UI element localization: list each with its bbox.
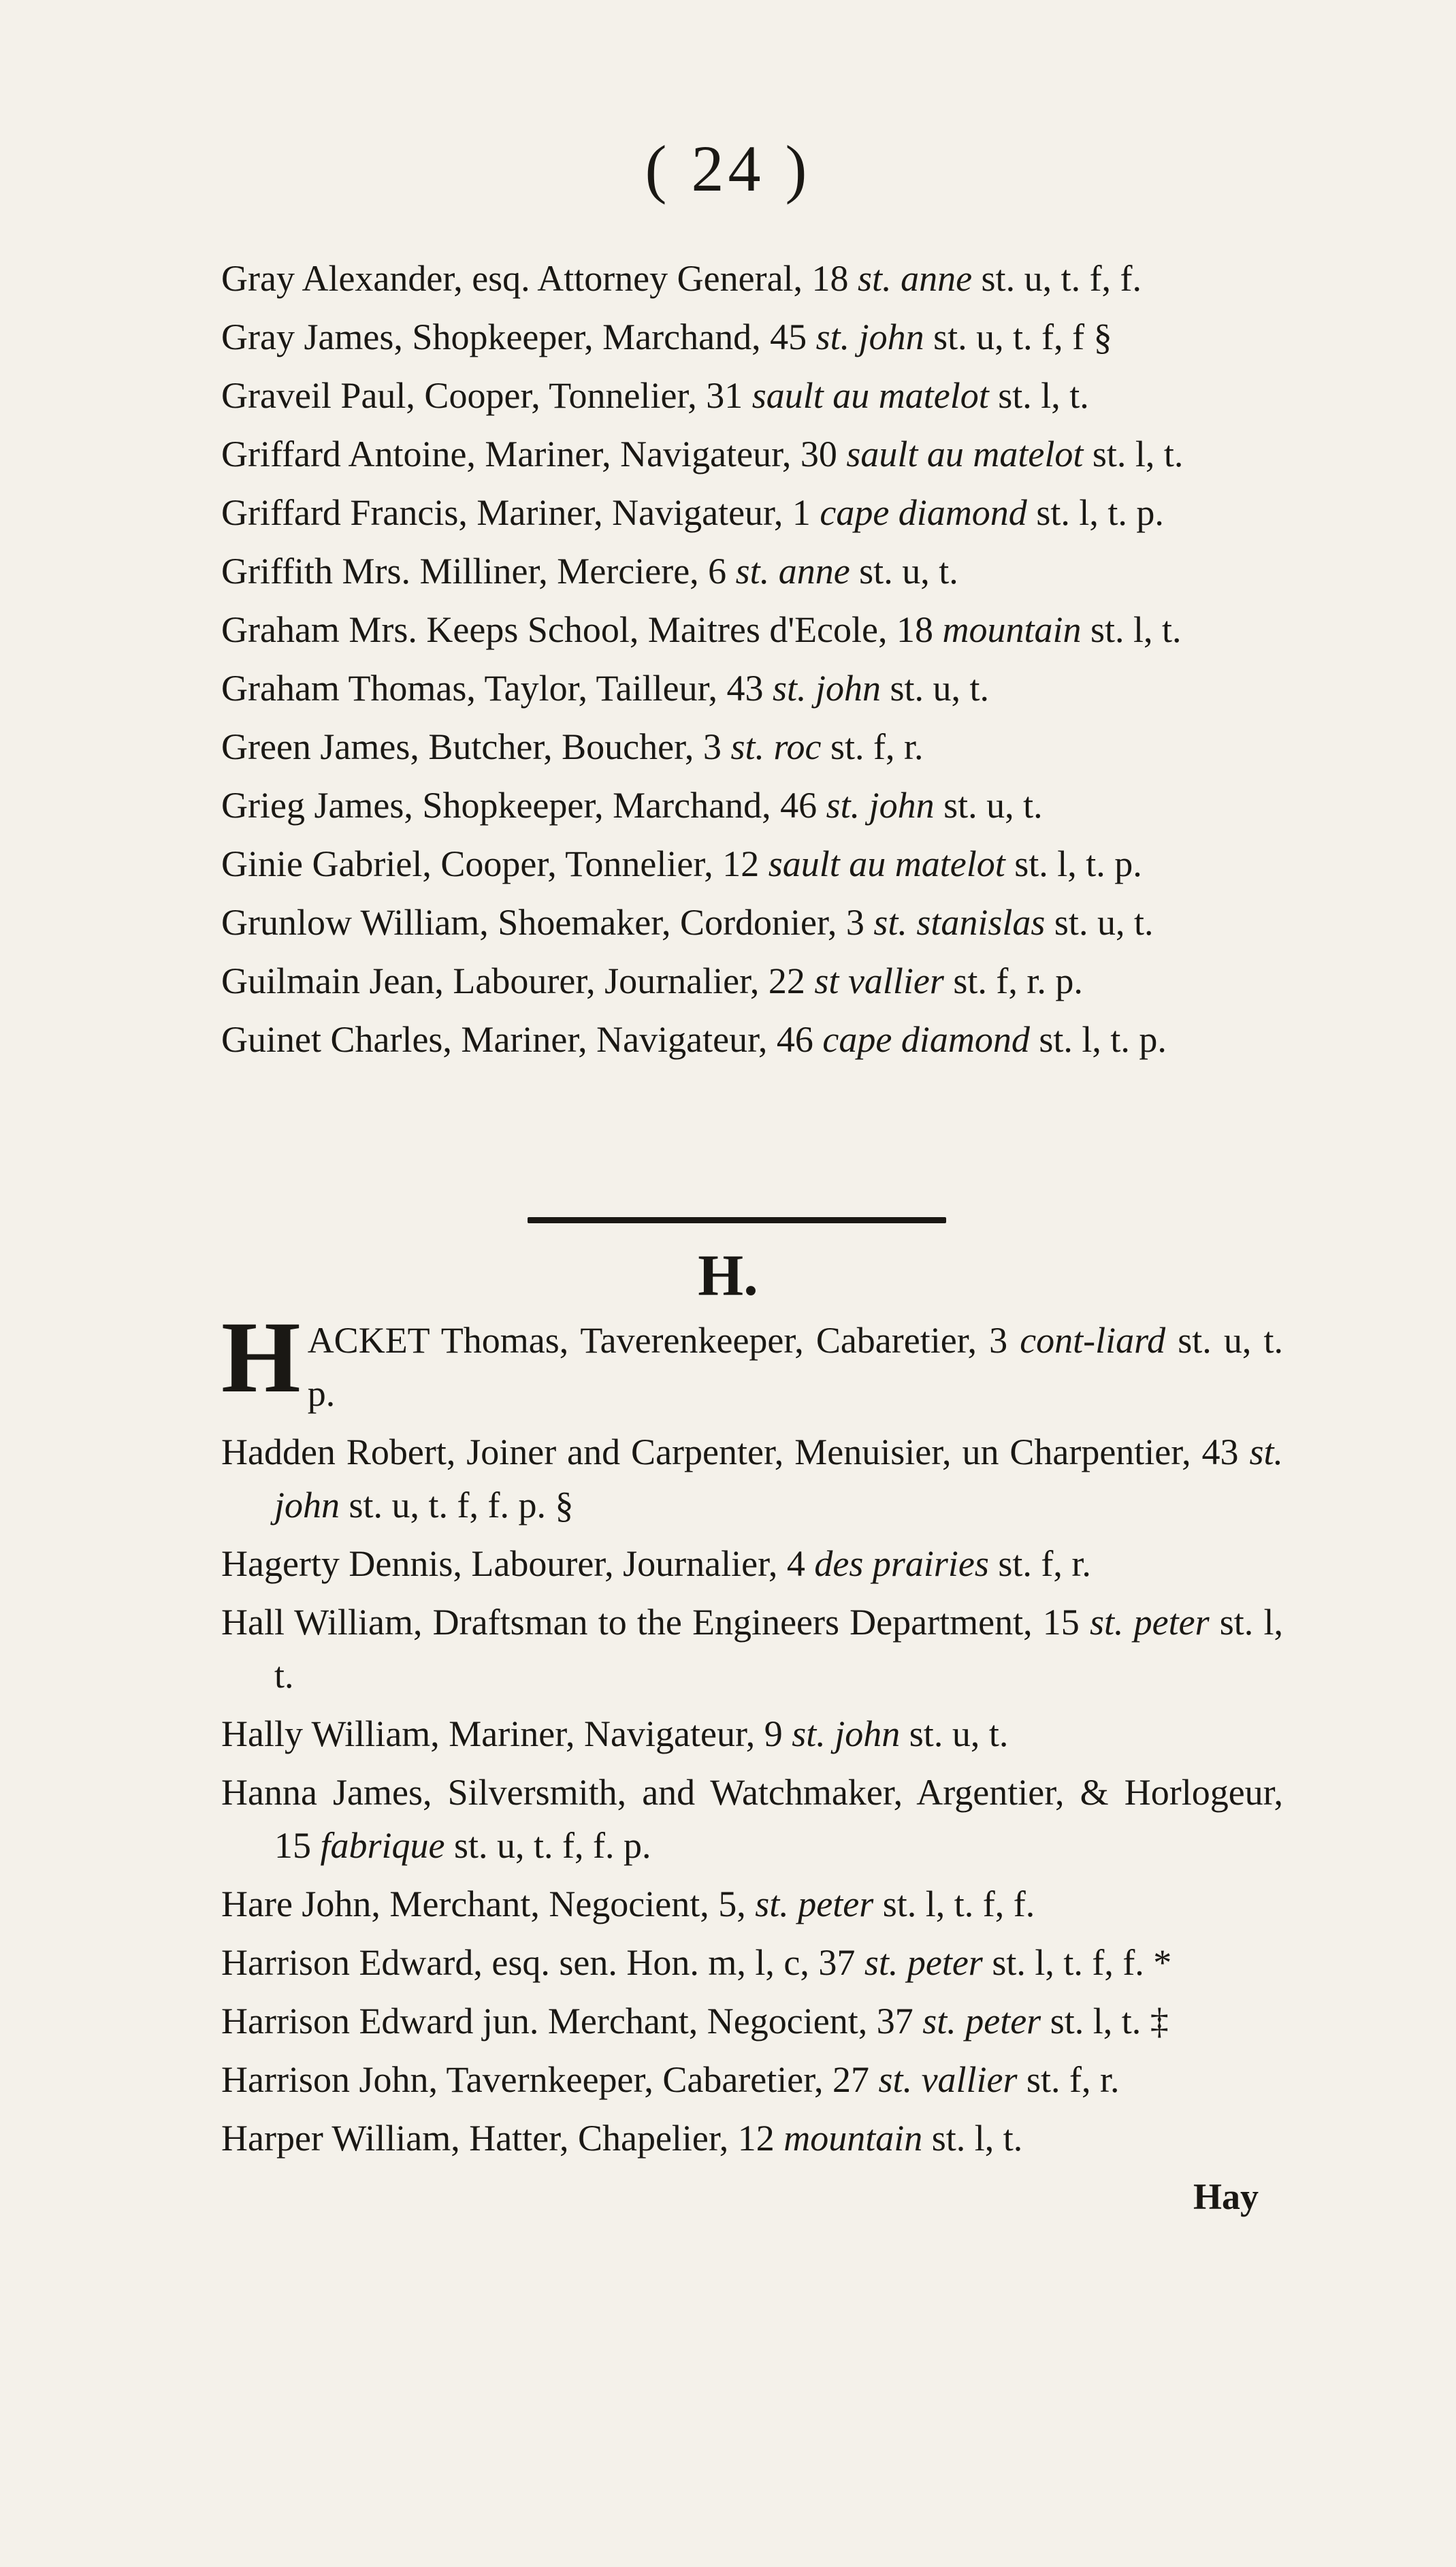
entry-codes: st. u, t. f, f § — [924, 317, 1112, 357]
directory-entry — [221, 720, 1283, 773]
entry-text: Grunlow William, Shoemaker, Cordonier, 3 — [221, 902, 874, 943]
entry-text: Guinet Charles, Mariner, Navigateur, 46 — [221, 1019, 823, 1060]
directory-entry — [221, 603, 1283, 656]
directory-entry — [221, 1707, 1283, 1760]
entry-address: st. peter — [922, 2001, 1041, 2041]
directory-entry — [221, 837, 1283, 890]
section-h-entries — [221, 1301, 1283, 2170]
entry-codes: st. f, r. — [821, 726, 924, 767]
entry-address: mountain — [942, 609, 1082, 650]
entry-codes: st. l, t. p. — [1026, 492, 1164, 533]
entry-text: Griffard Antoine, Mariner, Navigateur, 30 — [221, 434, 847, 474]
section-g-entries — [221, 252, 1283, 1071]
entry-address: st. john — [826, 785, 935, 826]
entry-codes: st. l, t. p. — [1005, 843, 1142, 884]
section-heading: H. — [698, 1242, 758, 1308]
entry-address: mountain — [783, 2118, 923, 2159]
entry-address: sault au matelot — [846, 434, 1084, 474]
entry-text: Hanna James, Silversmith, and Watchmaker, Argentier, & Horlogeur, 15 — [221, 1772, 1283, 1866]
entry-text: Harrison Edward jun. Merchant, Negocient, 37 — [221, 2001, 923, 2041]
directory-entry — [221, 1301, 1283, 1420]
entry-address: st. peter — [1089, 1602, 1210, 1643]
entry-address: cont-liard — [1020, 1320, 1166, 1361]
directory-entry — [221, 662, 1283, 715]
directory-entry — [221, 779, 1283, 832]
directory-entry — [221, 1537, 1283, 1590]
entry-address: st. john — [274, 1432, 1283, 1525]
entry-text: Ginie Gabriel, Cooper, Tonnelier, 12 — [221, 843, 769, 884]
entry-text: Hare John, Merchant, Negocient, 5, — [221, 1884, 756, 1924]
entry-codes: st. u, t. p. — [307, 1320, 1283, 1414]
entry-text: Griffith Mrs. Milliner, Merciere, 6 — [221, 551, 736, 592]
directory-entry — [221, 486, 1283, 539]
entry-codes: st. u, t. — [880, 668, 990, 709]
entry-text: Hall William, Draftsman to the Engineers Department, 15 — [221, 1602, 1090, 1643]
entry-address: fabrique — [320, 1825, 445, 1866]
entry-text: Graham Thomas, Taylor, Tailleur, 43 — [221, 668, 773, 709]
entry-text: Graham Mrs. Keeps School, Maitres d'Ecole, 18 — [221, 609, 943, 650]
entry-text: Harper William, Hatter, Chapelier, 12 — [221, 2118, 784, 2159]
directory-entry — [221, 954, 1283, 1007]
entry-address: st. vallier — [878, 2059, 1018, 2100]
entry-address: st. roc — [730, 726, 822, 767]
entry-address: st. anne — [735, 551, 850, 592]
directory-entry — [221, 896, 1283, 949]
entry-codes: st. u, t. f, f. — [972, 258, 1142, 299]
directory-entry — [221, 1013, 1283, 1066]
entry-text: Graveil Paul, Cooper, Tonnelier, 31 — [221, 375, 752, 416]
entry-address: st. peter — [755, 1884, 874, 1924]
directory-entry — [221, 1596, 1283, 1702]
entry-text: Grieg James, Shopkeeper, Marchand, 46 — [221, 785, 826, 826]
entry-address: cape diamond — [820, 492, 1027, 533]
entry-address: st. stanislas — [873, 902, 1046, 943]
page-number: ( 24 ) — [645, 132, 811, 205]
directory-entry — [221, 1766, 1283, 1872]
directory-entry — [221, 427, 1283, 481]
directory-entry — [221, 310, 1283, 364]
entry-address: st vallier — [814, 960, 944, 1001]
entry-address: st. john — [772, 668, 881, 709]
entry-text: Griffard Francis, Mariner, Navigateur, 1 — [221, 492, 820, 533]
entry-codes: st. l, t. — [1083, 434, 1184, 474]
entry-codes: st. u, t. — [934, 785, 1043, 826]
entry-codes: st. u, t. f, f. p. § — [340, 1485, 574, 1525]
section-divider — [528, 1217, 946, 1223]
entry-codes: st. f, r. — [988, 1543, 1091, 1584]
entry-codes: st. u, t. — [850, 551, 958, 592]
entry-text: Hadden Robert, Joiner and Carpenter, Menuisier, un Charpentier, 43 — [221, 1432, 1250, 1472]
directory-entry — [221, 2053, 1283, 2106]
entry-address: sault au matelot — [751, 375, 989, 416]
entry-text: ACKET Thomas, Taverenkeeper, Cabaretier, 3 — [307, 1320, 1020, 1361]
entry-address: st. peter — [864, 1942, 983, 1983]
entry-text: Green James, Butcher, Boucher, 3 — [221, 726, 731, 767]
entry-text: Guilmain Jean, Labourer, Journalier, 22 — [221, 960, 815, 1001]
entry-text: Gray James, Shopkeeper, Marchand, 45 — [221, 317, 816, 357]
directory-entry — [221, 2112, 1283, 2165]
directory-entry — [221, 545, 1283, 598]
directory-entry — [221, 1877, 1283, 1931]
entry-codes: st. f, r. p. — [943, 960, 1083, 1001]
directory-entry — [221, 1995, 1283, 2048]
entry-codes: st. u, t. f, f. p. — [444, 1825, 651, 1866]
directory-entry — [221, 252, 1283, 305]
entry-codes: st. u, t. — [1045, 902, 1154, 943]
entry-codes: st. l, t. — [1081, 609, 1182, 650]
directory-entry — [221, 1936, 1283, 1989]
entry-codes: st. f, r. — [1017, 2059, 1120, 2100]
entry-codes: st. l, t. f, f. — [873, 1884, 1035, 1924]
directory-entry — [221, 1425, 1283, 1532]
entry-address: st. john — [792, 1713, 901, 1754]
directory-entry — [221, 369, 1283, 422]
entry-codes: st. l, t. p. — [1029, 1019, 1167, 1060]
entry-codes: st. l, t. — [274, 1602, 1283, 1696]
entry-address: cape diamond — [822, 1019, 1030, 1060]
entry-codes: st. l, t. — [988, 375, 1089, 416]
entry-text: Harrison John, Tavernkeeper, Cabaretier, 27 — [221, 2059, 879, 2100]
entry-text: Hagerty Dennis, Labourer, Journalier, 4 — [221, 1543, 815, 1584]
entry-codes: st. l, t. — [922, 2118, 1023, 2159]
catchword: Hay — [1193, 2176, 1259, 2217]
entry-address: st. anne — [858, 258, 973, 299]
entry-address: sault au matelot — [768, 843, 1005, 884]
drop-cap: H — [221, 1301, 301, 1414]
entry-text: Gray Alexander, esq. Attorney General, 18 — [221, 258, 858, 299]
entry-codes: st. u, t. — [900, 1713, 1009, 1754]
entry-address: st. john — [815, 317, 924, 357]
entry-codes: st. l, t. f, f. * — [982, 1942, 1172, 1983]
entry-text: Hally William, Mariner, Navigateur, 9 — [221, 1713, 792, 1754]
entry-codes: st. l, t. ‡ — [1041, 2001, 1169, 2041]
entry-text: Harrison Edward, esq. sen. Hon. m, l, c, 37 — [221, 1942, 864, 1983]
entry-address: des prairies — [814, 1543, 989, 1584]
